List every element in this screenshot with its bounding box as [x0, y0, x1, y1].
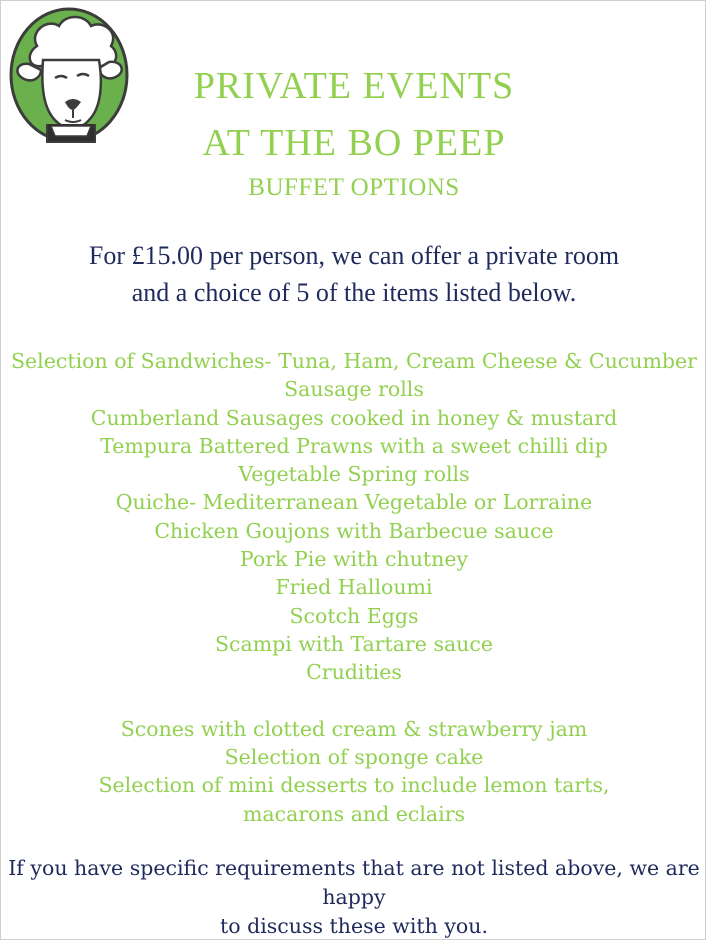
subtitle: BUFFET OPTIONS [248, 174, 460, 201]
menu-item: Vegetable Spring rolls [238, 462, 470, 487]
menu-item: Scampi with Tartare sauce [214, 631, 493, 656]
menu-item: macarons and eclairs [242, 801, 466, 826]
menu-item: Scones with clotted cream & strawberry jam [120, 716, 588, 741]
menu-item: Selection of sponge cake [224, 745, 484, 770]
menu-item: Fried Halloumi [275, 575, 433, 600]
menu-spacer [1, 687, 706, 715]
footer-line-1: If you have specific requirements that are not listed above, we are happy [8, 856, 700, 909]
menu-item: Scotch Eggs [289, 603, 419, 628]
menu-list [1, 347, 706, 828]
menu-item: Crudities [306, 660, 402, 685]
menu-item: Chicken Goujons with Barbecue sauce [154, 518, 554, 543]
menu-item: Pork Pie with chutney [239, 547, 469, 572]
footer-line-2: to discuss these with you. [220, 914, 488, 938]
menu-item: Sausage rolls [284, 377, 424, 402]
menu-item: Quiche- Mediterranean Vegetable or Lorraine [115, 490, 593, 515]
menu-item: Tempura Battered Prawns with a sweet chilli dip [100, 433, 608, 458]
menu-item: Selection of Sandwiches- Tuna, Ham, Cream Cheese & Cucumber [11, 349, 697, 373]
title-line-2: AT THE BO PEEP [202, 122, 506, 164]
menu-item: Selection of mini desserts to include lemon tarts, [98, 773, 610, 798]
intro-line-1: For £15.00 per person, we can offer a private room [88, 241, 620, 270]
footer-note [1, 854, 706, 941]
intro-text [1, 237, 706, 311]
intro-line-2: and a choice of 5 of the items listed below. [131, 278, 577, 307]
title-line-1: PRIVATE EVENTS [193, 65, 515, 107]
menu-item: Cumberland Sausages cooked in honey & mustard [90, 405, 618, 430]
